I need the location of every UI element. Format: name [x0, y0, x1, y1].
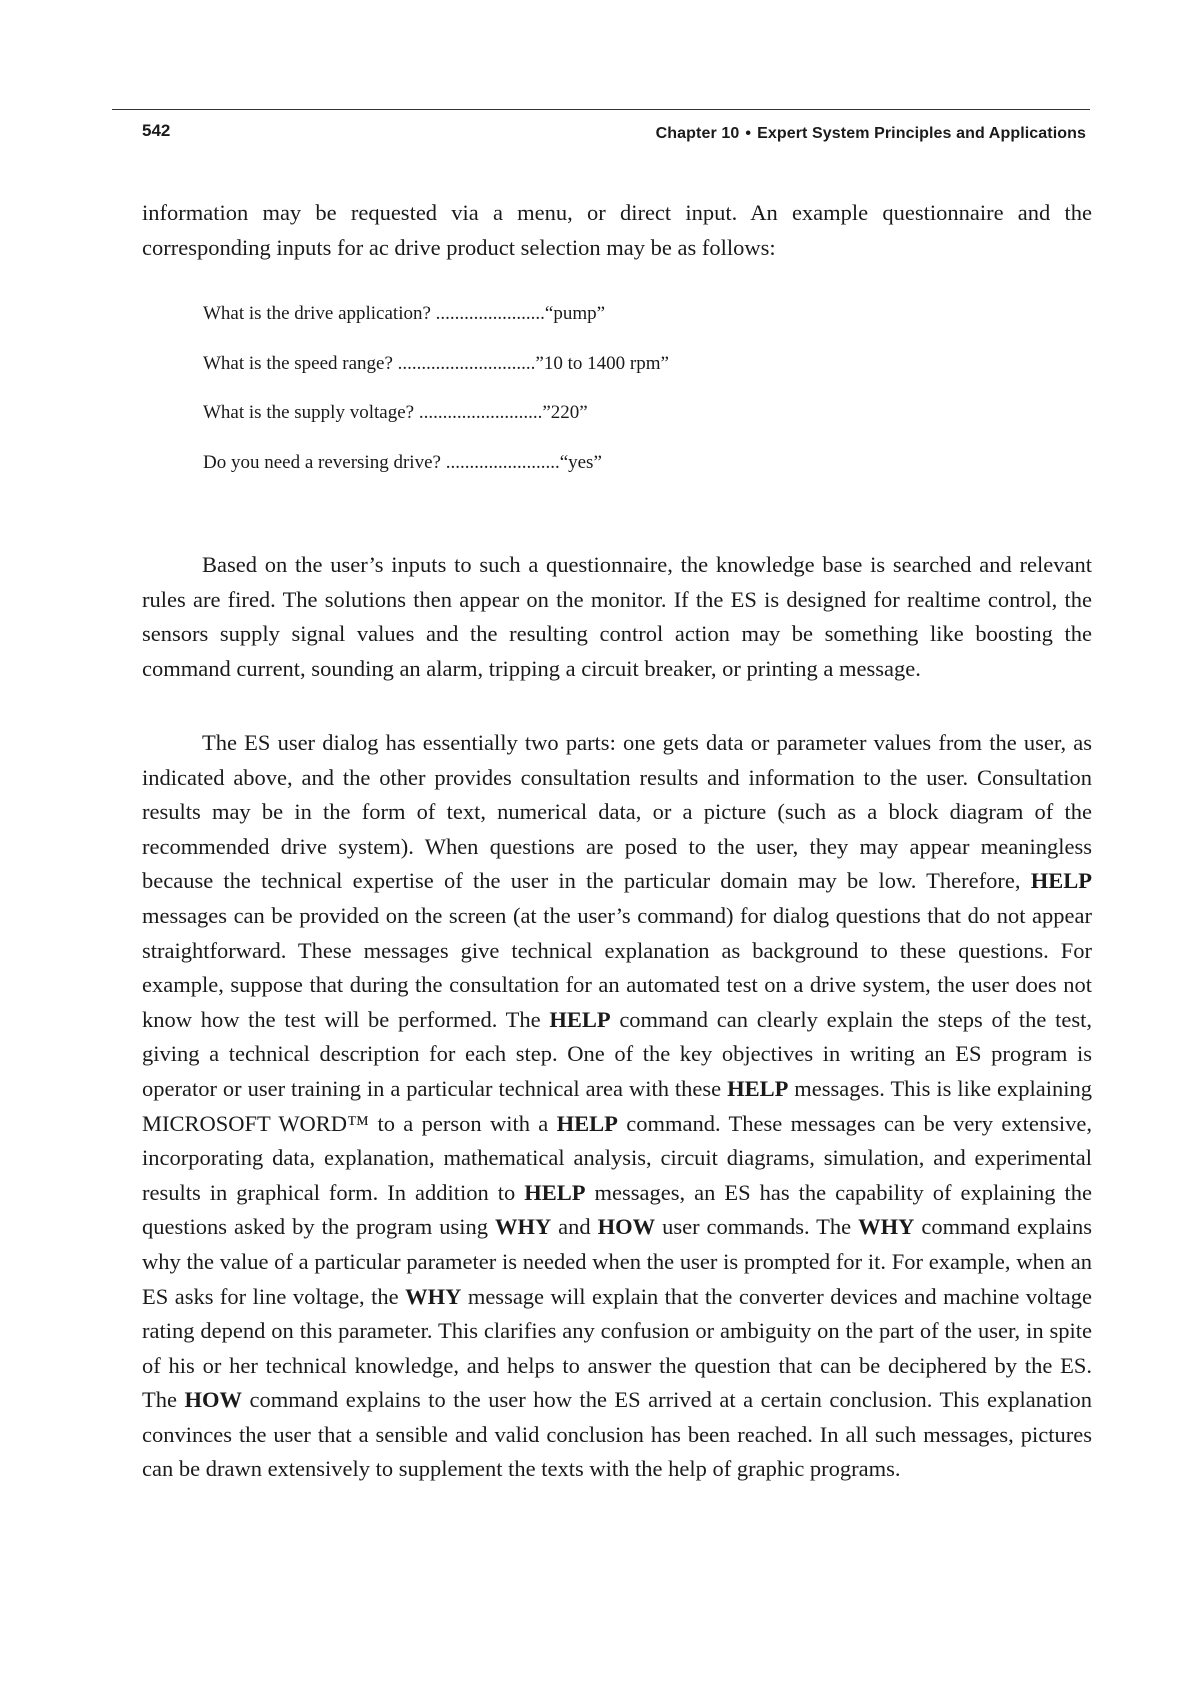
questionnaire [203, 302, 669, 500]
keyword-why: WHY [494, 1214, 552, 1240]
running-head [656, 125, 1086, 143]
keyword-why: WHY [405, 1283, 462, 1309]
questionnaire-item [203, 352, 669, 402]
text-run: messages, an ES has the capability of explaining the questions asked by the program using [142, 1179, 1092, 1240]
intro-paragraph: information may be requested via a menu, or direct input. An example questionnaire and the corresponding inputs for ac drive product selection may be as follows: [142, 200, 1092, 260]
chapter-label: Chapter 10 [655, 125, 740, 142]
text-run: command can clearly explain the steps of the test, giving a technical description for each step. One of the key objectives in writing an ES program is operator or user training in a particular technical area with these [142, 1006, 1093, 1101]
leader-dots: .......................... [418, 402, 543, 423]
keyword-help: HELP [524, 1179, 586, 1205]
keyword-help: HELP [549, 1006, 611, 1032]
text-run: messages. This is like explaining MICROSOFT WORD™ to a person with a [142, 1075, 1092, 1136]
question: What is the drive application? [203, 303, 431, 324]
leader-dots: ............................. [397, 352, 536, 374]
question: Do you need a reversing drive? [203, 451, 441, 473]
bullet-separator: • [745, 125, 752, 142]
text-run: messages can be provided on the screen (at the user’s command) for dialog questions that do not appear straightforward. These messages give technical explanation as background to these questions. For example, suppose that during the consultation for an automated test on a drive system, the user does not know how the test will be performed. The [142, 902, 1092, 1032]
text-run: command explains to the user how the ES arrived at a certain conclusion. This explanation convinces the user that a sensible and valid conclusion has been reached. In all such messages, pictures can be drawn extensively to supplement the texts with the help of graphic programs. [142, 1387, 1092, 1482]
keyword-why: WHY [858, 1214, 915, 1240]
questionnaire-item [203, 401, 669, 451]
page-number: 542 [142, 121, 171, 140]
answer: ”10 to 1400 rpm” [535, 352, 669, 374]
text-run: command explains why the value of a particular parameter is needed when the user is prompted for it. For example, when an ES asks for line voltage, the [142, 1214, 1092, 1309]
keyword-help: HELP [1030, 868, 1092, 894]
questionnaire-item [203, 302, 669, 352]
keyword-help: HELP [727, 1075, 789, 1101]
questionnaire-item [203, 451, 669, 501]
text-run: command. These messages can be very extensive, incorporating data, explanation, mathematical analysis, circuit diagrams, simulation, and experimental results in graphical form. In addition to [142, 1110, 1092, 1205]
keyword-how: HOW [184, 1387, 242, 1413]
answer: “yes” [559, 451, 602, 473]
question: What is the speed range? [203, 352, 393, 374]
question: What is the supply voltage? [203, 402, 415, 423]
keyword-how: HOW [597, 1214, 656, 1240]
answer: “pump” [544, 303, 606, 324]
leader-dots: ....................... [435, 303, 545, 324]
text-run: The ES user dialog has essentially two parts: one gets data or parameter values from the user, as indicated above, and the other provides consultation results and information to the user. Consultation results may be in the form of text, numerical data, or a picture (such as a block diagram of the recommended drive system). When questions are posed to the user, they may appear meaningless because the technical expertise of the user in the particular domain may be low. Therefore, [142, 730, 1092, 894]
paragraph-user-inputs: Based on the user’s inputs to such a questionnaire, the knowledge base is searched and relevant rules are fired. The solutions then appear on the monitor. If the ES is designed for realtime control, the sensors supply signal values and the resulting control action may be something like boosting the command current, sounding an alarm, tripping a circuit breaker, or printing a message. [142, 552, 1092, 681]
chapter-title: Expert System Principles and Applications [757, 125, 1086, 142]
text-run: user commands. The [655, 1214, 859, 1240]
header-rule [112, 109, 1090, 110]
leader-dots: ........................ [445, 451, 560, 473]
text-run: and [551, 1214, 598, 1240]
answer: ”220” [542, 402, 588, 423]
keyword-help: HELP [556, 1110, 618, 1136]
text-run: message will explain that the converter devices and machine voltage rating depend on this parameter. This clarifies any confusion or ambiguity on the part of the user, in spite of his or her technical knowledge, and helps to answer the question that can be deciphered by the ES. The [142, 1283, 1093, 1413]
paragraph-user-dialog [142, 726, 1092, 1487]
